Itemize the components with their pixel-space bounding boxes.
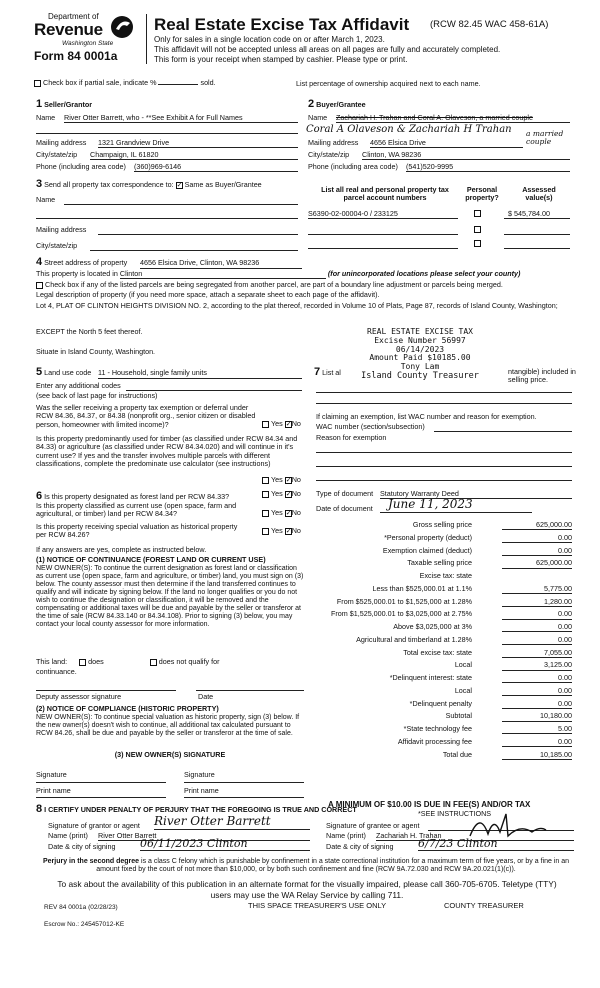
current-use-no-checkbox[interactable]: ✓ xyxy=(285,509,292,517)
tax-row-value[interactable]: 0.00 xyxy=(502,687,572,696)
tax-row-label: From $1,525,000.01 to $3,025,000 at 2.75% xyxy=(330,609,472,619)
forest-yes-no xyxy=(262,490,301,498)
no-label: No xyxy=(291,475,301,484)
tax-row-label: Above $3,025,000 at 3% xyxy=(393,622,472,631)
exemption-question: Was the seller receiving a property tax exemption or deferral under RCW 84.36, 84.37, or 84.38 (nonprofit org., senior citizen or disabled person, homeowner with limited income)? xyxy=(36,403,256,429)
grantee-date-field[interactable]: 6/7/23 Clinton xyxy=(418,838,574,852)
buyer-handwritten-name: Coral A Olaveson & Zachariah H Trahan xyxy=(306,124,512,135)
ownership-note: List percentage of ownership acquired next to each name. xyxy=(296,79,481,88)
located-row xyxy=(36,270,576,279)
header-note-1: Only for sales in a single location code on or after March 1, 2023. xyxy=(154,35,385,44)
if-yes-note: If any answers are yes, complete as instructed below. xyxy=(36,545,207,554)
tax-row-label: Local xyxy=(454,660,472,670)
land-use-field[interactable]: 11 - Household, single family units xyxy=(98,369,302,378)
this-land-label: This land: xyxy=(36,657,68,666)
seller-mailing-field[interactable]: 1321 Grandview Drive xyxy=(98,139,298,148)
tax-row xyxy=(318,559,572,570)
section-number: 2 xyxy=(308,98,315,110)
buyer-heading xyxy=(308,98,366,111)
corr-name-row xyxy=(36,196,298,204)
seller-city-row xyxy=(36,151,298,159)
buyer-mailing-label: Mailing address xyxy=(308,138,359,147)
claim-exemption-label: If claiming an exemption, list WAC number and reason for exemption. xyxy=(316,412,537,421)
grantor-signature-field[interactable]: River Otter Barrett xyxy=(154,815,310,830)
corr-name-field[interactable] xyxy=(64,196,298,205)
located-label: This property is located in xyxy=(36,269,118,278)
assessed-value-col-header: Assessed value(s) xyxy=(522,185,556,203)
grantee-name-label: Name (print) xyxy=(326,831,366,840)
correspondence-row xyxy=(36,178,262,191)
tax-row-value[interactable]: 0.00 xyxy=(502,534,572,543)
tax-row xyxy=(318,649,572,660)
doc-type-field[interactable]: Statutory Warranty Deed xyxy=(380,490,572,499)
no-label: No xyxy=(291,419,301,428)
section-number: 8 xyxy=(36,803,43,815)
section-number: 6 xyxy=(36,490,43,502)
parcel-number[interactable]: S6390-02-00004-0 / 233125 xyxy=(308,210,458,219)
doc-date-field[interactable]: June 11, 2023 xyxy=(380,498,532,513)
tax-row xyxy=(318,534,572,545)
timber-yes-checkbox[interactable] xyxy=(262,477,269,484)
additional-codes-row xyxy=(36,382,302,390)
yes-label: Yes xyxy=(271,508,283,517)
notice-continuance-heading: (1) NOTICE OF CONTINUANCE (FOREST LAND OR CURRENT USE) xyxy=(36,555,266,564)
grantor-signature-label: Signature of grantor or agent xyxy=(48,821,140,830)
escrow-number: Escrow No.: 245457012-KE xyxy=(44,921,125,928)
tax-row-label: Gross selling price xyxy=(412,520,472,529)
section7-row xyxy=(314,366,341,379)
tax-row-label: Subtotal xyxy=(445,711,472,721)
stamp-line: 06/14/2023 xyxy=(395,344,445,354)
buyer-city-row xyxy=(308,151,570,159)
form-title: Real Estate Excise Tax Affidavit xyxy=(154,15,410,34)
no-label: No xyxy=(291,508,301,517)
seller-phone-field[interactable]: (360)969-6146 xyxy=(134,163,298,172)
parcel-number[interactable] xyxy=(308,226,458,235)
tax-row xyxy=(318,521,572,532)
grantor-date-field[interactable]: 06/11/2023 Clinton xyxy=(140,838,310,852)
stamp-line: Amount Paid $10185.00 xyxy=(369,353,471,363)
minimum-due-note: A MINIMUM OF $10.00 IS DUE IN FEE(S) AND/OR TAX xyxy=(328,800,531,809)
personal-property-checkbox[interactable] xyxy=(474,226,481,233)
segregated-label: Check box if any of the listed parcels are being segregated from another parcel, are part of a boundary line adjustment or parcels being merged. xyxy=(45,280,503,289)
tax-row-label: *Delinquent interest: state xyxy=(389,673,472,682)
historic-yes-no xyxy=(262,527,301,535)
current-use-question: Is this property classified as current use (open space, farm and agricultural, or timber) land per RCW 84.34? xyxy=(36,501,237,519)
yes-label: Yes xyxy=(271,419,283,428)
forest-question-text: Is this property designated as forest land per RCW 84.33? xyxy=(44,492,230,501)
agency-name: Revenue xyxy=(34,20,103,39)
section7-label-b: ntangible) included in selling price. xyxy=(508,367,576,385)
additional-codes-note: (see back of last page for instructions) xyxy=(36,391,158,400)
grantor-date-row xyxy=(48,836,310,851)
stamp-line: REAL ESTATE EXCISE TAX xyxy=(367,327,473,336)
tax-row xyxy=(318,636,572,647)
exemption-no-checkbox[interactable]: ✓ xyxy=(285,420,292,428)
header-note-3: This form is your receipt when stamped by cashier. Please type or print. xyxy=(154,55,408,64)
land-use-row xyxy=(36,366,302,379)
grantor-date-label: Date & city of signing xyxy=(48,842,116,851)
same-as-buyer-checkbox[interactable]: ✓ xyxy=(176,181,183,189)
segregated-row xyxy=(36,281,576,289)
certify-heading-text: I CERTIFY UNDER PENALTY OF PERJURY THAT THE FOREGOING IS TRUE AND CORRECT xyxy=(44,805,357,814)
tax-row xyxy=(318,712,572,723)
deputy-date-label: Date xyxy=(198,692,214,701)
legal-description-1: Lot 4, PLAT OF CLINTON HEIGHTS DIVISION NO. 2, according to the plat thereof, recorded in Volume 10 of Plats, Page 87, records of Island County, Washington; xyxy=(36,301,558,310)
owner-signature-label: Signature xyxy=(36,770,67,779)
revision-label: REV 84 0001a (02/28/23) xyxy=(44,904,118,911)
notice-compliance-body: NEW OWNER(S): To continue special valuation as historic property, sign (3) below. If the new owner(s) doesn't wish to continue, all additional tax calculated pursuant to RCW 84.26, shall be due and payable by the seller or transferor at the time of sale. xyxy=(36,714,300,738)
seller-heading xyxy=(36,98,92,111)
stamp-line: Island County Treasurer xyxy=(361,370,479,381)
new-owner-signature-heading: (3) NEW OWNER(S) SIGNATURE xyxy=(114,750,226,759)
perjury-bold: Perjury in the second degree xyxy=(42,858,140,865)
tax-row-label: *State technology fee xyxy=(403,724,472,733)
buyer-name-label: Name xyxy=(308,113,328,122)
parcel-col-header: List all real and personal property tax parcel account numbers xyxy=(321,185,449,203)
street-row xyxy=(36,256,302,269)
tax-row-value[interactable]: 0.00 xyxy=(502,636,572,645)
grantee-signature-label: Signature of grantee or agent xyxy=(326,821,420,830)
accessibility-notice: To ask about the availability of this publication in an alternate format for the visually impaired, please call 360-705-6705. Teletype (TTY) users may use the WA Relay Service by calling 711. xyxy=(57,879,557,900)
revenue-logo-icon xyxy=(110,14,134,40)
buyer-mailing-field[interactable]: 4656 Elsica Drive xyxy=(370,139,523,148)
corr-mailing-field[interactable] xyxy=(98,226,298,235)
additional-codes-field[interactable] xyxy=(126,382,302,391)
yes-label: Yes xyxy=(271,489,283,498)
forest-yes-checkbox[interactable] xyxy=(262,491,269,498)
tax-row-value[interactable]: 1,280.00 xyxy=(502,598,572,607)
seller-name-label: Name xyxy=(36,113,56,122)
county-treasurer-label: COUNTY TREASURER xyxy=(444,901,524,910)
reason-label: Reason for exemption xyxy=(316,433,387,442)
see-instructions-note: *SEE INSTRUCTIONS xyxy=(418,809,492,818)
exemption-yes-no xyxy=(262,420,301,428)
corr-name-label: Name xyxy=(36,195,56,204)
doc-date-row xyxy=(316,497,572,513)
buyer-phone-row xyxy=(308,163,570,171)
tax-row xyxy=(318,687,572,698)
doc-date-label: Date of document xyxy=(316,504,373,513)
tax-row xyxy=(318,725,572,736)
tax-row-value[interactable]: 5.00 xyxy=(502,725,572,734)
seller-phone-row xyxy=(36,163,298,171)
notice-continuance-body: NEW OWNER(S): To continue the current designation as forest land or classification as current use (open space, farm and agriculture, or timber) land, you must sign on (3) below. The county assessor must then determine if the land transferred continues to qualify and will indicate by signing below. If the land no longer qualifies or you do not wish to continue the designation or classification, it will be removed and the compensating or additional taxes will be due and payable by the seller or transferor at the time of sale (RCW 84.33.140 or 84.34.108). Prior to signing (3) below, you may contact your local county assessor for more information. xyxy=(36,565,304,629)
does-qualify-checkbox[interactable] xyxy=(79,659,86,666)
section-number: 7 xyxy=(314,366,321,378)
seller-heading-label: Seller/Grantor xyxy=(44,100,93,109)
same-as-buyer-label: Same as Buyer/Grantee xyxy=(184,180,262,189)
tax-row-label: From $525,000.01 to $1,525,000 at 1.28% xyxy=(336,596,472,606)
parcel-row-2 xyxy=(308,226,570,237)
owner-signature-row xyxy=(36,771,304,779)
does-label: does xyxy=(88,657,104,666)
agency-state: Washington State xyxy=(62,40,114,47)
tax-row-value[interactable]: 10,180.00 xyxy=(502,712,572,721)
tax-row xyxy=(318,661,572,672)
yes-label: Yes xyxy=(271,526,283,535)
legal-label: Legal description of property (if you need more space, attach a separate sheet to each page of the affidavit). xyxy=(36,290,380,299)
tax-row-value[interactable]: 0.00 xyxy=(502,610,572,619)
corr-city-row xyxy=(36,242,298,250)
corr-mailing-label: Mailing address xyxy=(36,225,87,234)
does-not-label: does not qualify for xyxy=(158,657,220,666)
tax-row-label: Agricultural and timberland at 1.28% xyxy=(356,634,472,644)
buyer-name-row xyxy=(308,114,570,122)
tax-row-label: Excise tax: state xyxy=(419,571,472,580)
segregated-checkbox[interactable] xyxy=(36,282,43,289)
grantor-name-field[interactable]: River Otter Barrett xyxy=(98,832,310,841)
tax-row-label: Exemption claimed (deduct) xyxy=(382,545,472,555)
seller-name-field[interactable]: River Otter Barrett, who - **See Exhibit A for Full Names xyxy=(64,114,298,123)
tax-row-value[interactable]: 0.00 xyxy=(502,700,572,709)
timber-no-checkbox[interactable]: ✓ xyxy=(285,476,292,484)
seller-mailing-row xyxy=(36,139,298,147)
corr-mailing-row xyxy=(36,226,298,234)
buyer-heading-label: Buyer/Grantee xyxy=(316,100,366,109)
located-note: (for unincorporated locations please select your county) xyxy=(327,269,521,278)
seller-city-label: City/state/zip xyxy=(36,150,78,159)
tax-row xyxy=(318,738,572,749)
wac-label: WAC number (section/subsection) xyxy=(316,422,425,431)
tax-row-label: Affidavit processing fee xyxy=(397,736,472,746)
partial-sale-row xyxy=(34,79,216,87)
tax-row xyxy=(318,572,572,583)
tax-row-value[interactable]: 625,000.00 xyxy=(502,521,572,530)
section-number: 1 xyxy=(36,98,43,110)
form-rcw: (RCW 82.45 WAC 458-61A) xyxy=(430,19,549,30)
wac-field[interactable] xyxy=(434,423,572,432)
section-number: 3 xyxy=(36,178,43,190)
timber-question: Is this property predominantly used for timber (as classified under RCW 84.34 and 84.33) or agriculture (as classified under RCW 84.34.020) and will continue in it's current use? If yes and the transfer involves multiple parcels with different classifications, complete the predominate use calculator (see instructions) xyxy=(36,434,298,468)
doc-type-label: Type of document xyxy=(316,489,374,498)
street-label: Street address of property xyxy=(44,258,128,267)
tax-row-value[interactable]: 0.00 xyxy=(502,738,572,747)
tax-row-value[interactable]: 5,775.00 xyxy=(502,585,572,594)
assessed-value[interactable]: $ 545,784.00 xyxy=(504,210,570,219)
grantee-name-field[interactable]: Zachariah H. Trahan xyxy=(376,832,574,841)
section-number: 5 xyxy=(36,366,43,378)
tax-row-value[interactable]: 0.00 xyxy=(502,674,572,683)
legal-description-2: EXCEPT the North 5 feet thereof. xyxy=(36,327,143,336)
tax-row-value[interactable]: 625,000.00 xyxy=(502,559,572,568)
current-use-yes-no xyxy=(262,509,301,517)
tax-row xyxy=(318,700,572,711)
buyer-phone-field[interactable]: (541)520-9995 xyxy=(406,163,570,172)
qualify-row xyxy=(36,658,304,666)
partial-sale-checkbox[interactable] xyxy=(34,80,41,87)
continuance-label: continuance. xyxy=(36,667,77,676)
historic-question: Is this property receiving special valuation as historical property per RCW 84.26? xyxy=(36,522,238,540)
parcel-number[interactable] xyxy=(308,240,458,249)
partial-sale-percent[interactable] xyxy=(158,84,198,85)
historic-no-checkbox[interactable]: ✓ xyxy=(285,527,292,535)
header-note-2: This affidavit will not be accepted unless all areas on all pages are fully and accurately completed. xyxy=(154,45,501,54)
section-number: 4 xyxy=(36,256,43,268)
notice-compliance-heading: (2) NOTICE OF COMPLIANCE (HISTORIC PROPERTY) xyxy=(36,704,219,713)
agency-logo xyxy=(34,12,142,63)
tax-row xyxy=(318,623,572,634)
personal-property-checkbox[interactable] xyxy=(474,240,481,247)
street-field[interactable]: 4656 Elsica Drive, Clinton, WA 98236 xyxy=(140,259,302,268)
deputy-assessor-label: Deputy assessor signature xyxy=(36,692,122,701)
tax-row-value[interactable]: 0.00 xyxy=(502,623,572,632)
historic-yes-checkbox[interactable] xyxy=(262,528,269,535)
tax-row-label: Taxable selling price xyxy=(407,558,472,568)
tax-row-label: Total due xyxy=(442,749,472,759)
tax-row xyxy=(318,751,572,762)
exemption-yes-checkbox[interactable] xyxy=(262,421,269,428)
owner-print-label: Print name xyxy=(184,786,219,795)
seller-name-row xyxy=(36,114,298,122)
grantor-signature-row xyxy=(48,814,310,830)
no-label: No xyxy=(291,526,301,535)
tax-row-label: Local xyxy=(454,685,472,695)
tax-row-label: *Delinquent penalty xyxy=(409,698,472,708)
parcel-row-3 xyxy=(308,240,570,251)
yes-label: Yes xyxy=(271,475,283,484)
tax-row xyxy=(318,547,572,558)
personal-property-checkbox[interactable] xyxy=(474,210,481,217)
stamp-line: Excise Number 56997 xyxy=(374,335,466,345)
timber-yes-no xyxy=(262,476,301,484)
tax-row xyxy=(318,610,572,621)
buyer-phone-label: Phone (including area code) xyxy=(308,162,398,171)
tax-row-value[interactable]: 0.00 xyxy=(502,547,572,556)
form-number: Form 84 0001a xyxy=(34,49,118,63)
grantee-date-label: Date & city of signing xyxy=(326,842,394,851)
owner-signature-label: Signature xyxy=(184,770,215,779)
tax-row-value[interactable]: 7,055.00 xyxy=(502,649,572,658)
grantee-date-row xyxy=(326,836,574,851)
legal-description-3: Situate in Island County, Washington. xyxy=(36,347,156,356)
assessed-value[interactable] xyxy=(504,240,570,249)
correspondence-label: Send all property tax correspondence to: xyxy=(44,180,174,189)
seller-phone-label: Phone (including area code) xyxy=(36,162,126,171)
perjury-notice xyxy=(32,858,580,874)
current-use-yes-checkbox[interactable] xyxy=(262,510,269,517)
grantor-name-label: Name (print) xyxy=(48,831,88,840)
tax-row xyxy=(318,598,572,609)
treasurer-space-label: THIS SPACE TREASURER'S USE ONLY xyxy=(248,901,387,910)
tax-row xyxy=(318,674,572,685)
excise-tax-stamp xyxy=(330,328,510,381)
stamp-line: Tony Lam xyxy=(400,362,440,372)
owner-print-label: Print name xyxy=(36,786,71,795)
tax-row-value[interactable]: 3,125.00 xyxy=(502,661,572,670)
parcel-row-1 xyxy=(308,210,570,221)
partial-sale-sold-label: sold. xyxy=(200,78,216,87)
assessed-value[interactable] xyxy=(504,226,570,235)
tax-row-value[interactable]: 10,185.00 xyxy=(502,751,572,760)
tax-row-label: *Personal property (deduct) xyxy=(384,532,472,542)
agency-top-text: Department of xyxy=(48,12,99,21)
buyer-handwritten-tail: a married couple xyxy=(526,129,564,146)
seller-city-field[interactable]: Champaign, IL 61820 xyxy=(90,151,298,160)
buyer-city-field[interactable]: Clinton, WA 98236 xyxy=(362,151,570,160)
section7-label-a: List al xyxy=(322,368,341,377)
partial-sale-label: Check box if partial sale, indicate % xyxy=(43,78,157,87)
tax-row-label: Less than $525,000.01 at 1.1% xyxy=(372,583,472,593)
forest-no-checkbox[interactable]: ✓ xyxy=(285,490,292,498)
no-label: No xyxy=(291,489,301,498)
buyer-city-label: City/state/zip xyxy=(308,150,350,159)
owner-print-row xyxy=(36,787,304,795)
corr-city-label: City/state/zip xyxy=(36,241,78,250)
perjury-text: is a class C felony which is punishable by confinement in a state correctional institution for a maximum term of five years, or by a fine in an amount fixed by the court of not more than $10,000, or by both such confinement and fine (RCW 9A.72.030 and RCW 9A.20.021(1)(c)). xyxy=(96,858,569,874)
tax-row-label: Total excise tax: state xyxy=(403,647,472,657)
wac-row xyxy=(316,423,572,431)
additional-codes-label: Enter any additional codes xyxy=(36,381,121,390)
corr-city-field[interactable] xyxy=(90,242,298,251)
seller-mailing-label: Mailing address xyxy=(36,138,87,147)
buyer-mailing-row xyxy=(308,139,523,147)
buyer-name-struck[interactable]: Zachariah H. Trahan and Coral A. Olaveson, a married couple xyxy=(336,114,570,123)
does-not-qualify-checkbox[interactable] xyxy=(150,659,157,666)
land-use-label: Land use code xyxy=(44,368,92,377)
tax-row xyxy=(318,585,572,596)
located-field[interactable]: Clinton xyxy=(120,270,326,279)
personal-property-col-header: Personal property? xyxy=(465,185,499,203)
